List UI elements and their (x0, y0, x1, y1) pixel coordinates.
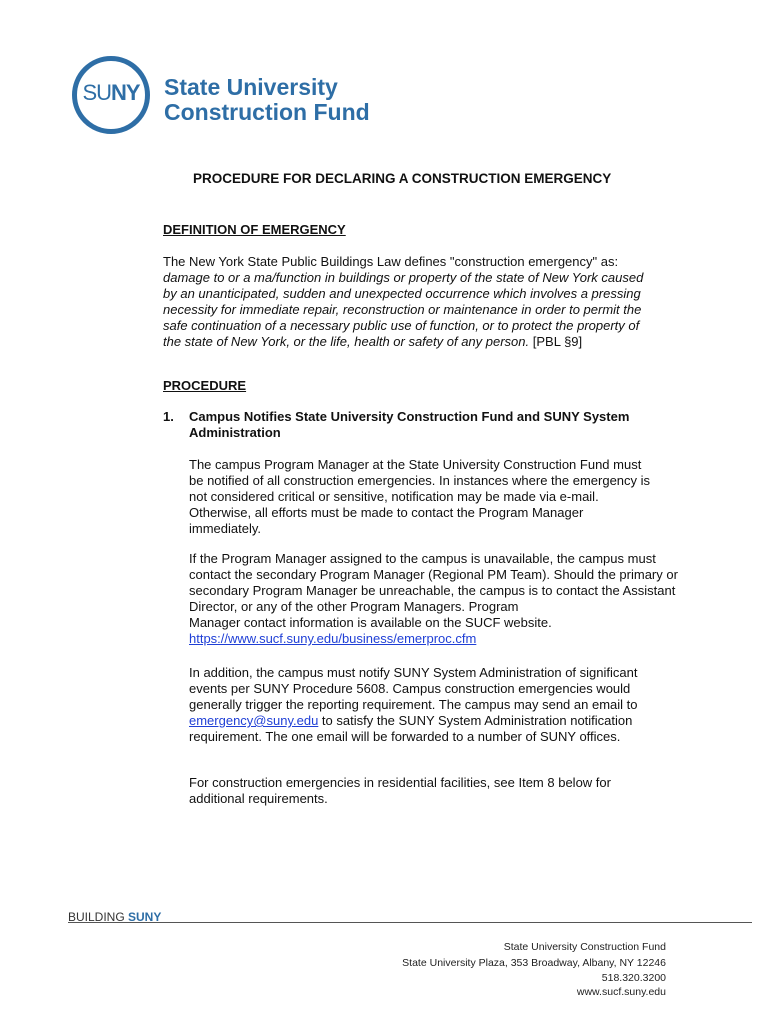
logo-text-line1: State University (164, 74, 338, 100)
page-title: PROCEDURE FOR DECLARING A CONSTRUCTION EMERGENCY (193, 171, 612, 186)
definition-quote-line: necessity for immediate repair, reconstruction or maintenance in order to permit the (163, 302, 642, 317)
para1-line: immediately. (189, 521, 262, 536)
para2-line: If the Program Manager assigned to the campus is unavailable, the campus must (189, 551, 656, 566)
para2-line: secondary Program Manager be unreachable, the campus is to contact the Assistant (189, 583, 676, 598)
logo-text-line2: Construction Fund (164, 99, 370, 125)
para1-line: Otherwise, all efforts must be made to contact the Program Manager (189, 505, 584, 520)
definition-quote-line: safe continuation of a necessary public use of function, or to protect the property of (163, 318, 640, 333)
item-number: 1. (163, 409, 174, 424)
para1-line: The campus Program Manager at the State University Construction Fund must (189, 457, 642, 472)
logo-mark: SUNY (82, 80, 140, 105)
para2-line: Director, or any of the other Program Managers. Program (189, 599, 519, 614)
procedure-heading: PROCEDURE (163, 378, 247, 393)
definition-text (163, 254, 723, 350)
para3-line: In addition, the campus must notify SUNY System Administration of significant (189, 665, 638, 680)
definition-quote-line: damage to or a ma/function in buildings or property of the state of New York caused (163, 270, 644, 285)
footer-website[interactable]: www.sucf.suny.edu (576, 986, 666, 998)
para3-line: to satisfy the SUNY System Administration notification (318, 713, 633, 728)
item-title-line: Campus Notifies State University Construction Fund and SUNY System (189, 409, 630, 424)
paragraph-3 (189, 665, 719, 745)
definition-quote-line: the state of New York, or the life, health or safety of any person. (163, 334, 530, 349)
para4-line: For construction emergencies in residential facilities, see Item 8 below for (189, 775, 611, 790)
item-title (189, 409, 709, 441)
paragraph-2 (189, 551, 719, 647)
para3-line: requirement. The one email will be forwarded to a number of SUNY offices. (189, 729, 621, 744)
para3-line: events per SUNY Procedure 5608. Campus construction emergencies would (189, 681, 631, 696)
footer-address (402, 940, 666, 987)
address-line: State University Plaza, 353 Broadway, Albany, NY 12246 (402, 956, 666, 969)
definition-heading: DEFINITION OF EMERGENCY (163, 222, 346, 237)
emergency-procedure-link[interactable]: https://www.sucf.suny.edu/business/emerproc.cfm (189, 631, 477, 646)
para2-line: Manager contact information is available on the SUCF website. (189, 615, 552, 630)
para1-line: be notified of all construction emergencies. In instances where the emergency is (189, 473, 651, 488)
footer-brand: BUILDING SUNY (68, 910, 162, 924)
emergency-email-link[interactable]: emergency@suny.edu (189, 713, 319, 728)
definition-intro: The New York State Public Buildings Law defines "construction emergency" as: (163, 254, 619, 269)
item-title-line: Administration (189, 425, 281, 440)
para2-line: contact the secondary Program Manager (Regional PM Team). Should the primary or (189, 567, 678, 582)
address-line: State University Construction Fund (503, 941, 666, 953)
para1-line: not considered critical or sensitive, notification may be made via e-mail. (189, 489, 599, 504)
address-line: 518.320.3200 (601, 972, 666, 984)
para4-line: additional requirements. (189, 791, 328, 806)
definition-quote-line: by an unanticipated, sudden and unexpected occurrence which involves a pressing (163, 286, 641, 301)
sucf-logo (72, 56, 392, 146)
definition-citation: [PBL §9] (529, 334, 583, 349)
paragraph-4 (189, 775, 719, 807)
para3-line: generally trigger the reporting requirement. The campus may send an email to (189, 697, 638, 712)
paragraph-1 (189, 457, 709, 537)
footer-divider (68, 922, 752, 923)
